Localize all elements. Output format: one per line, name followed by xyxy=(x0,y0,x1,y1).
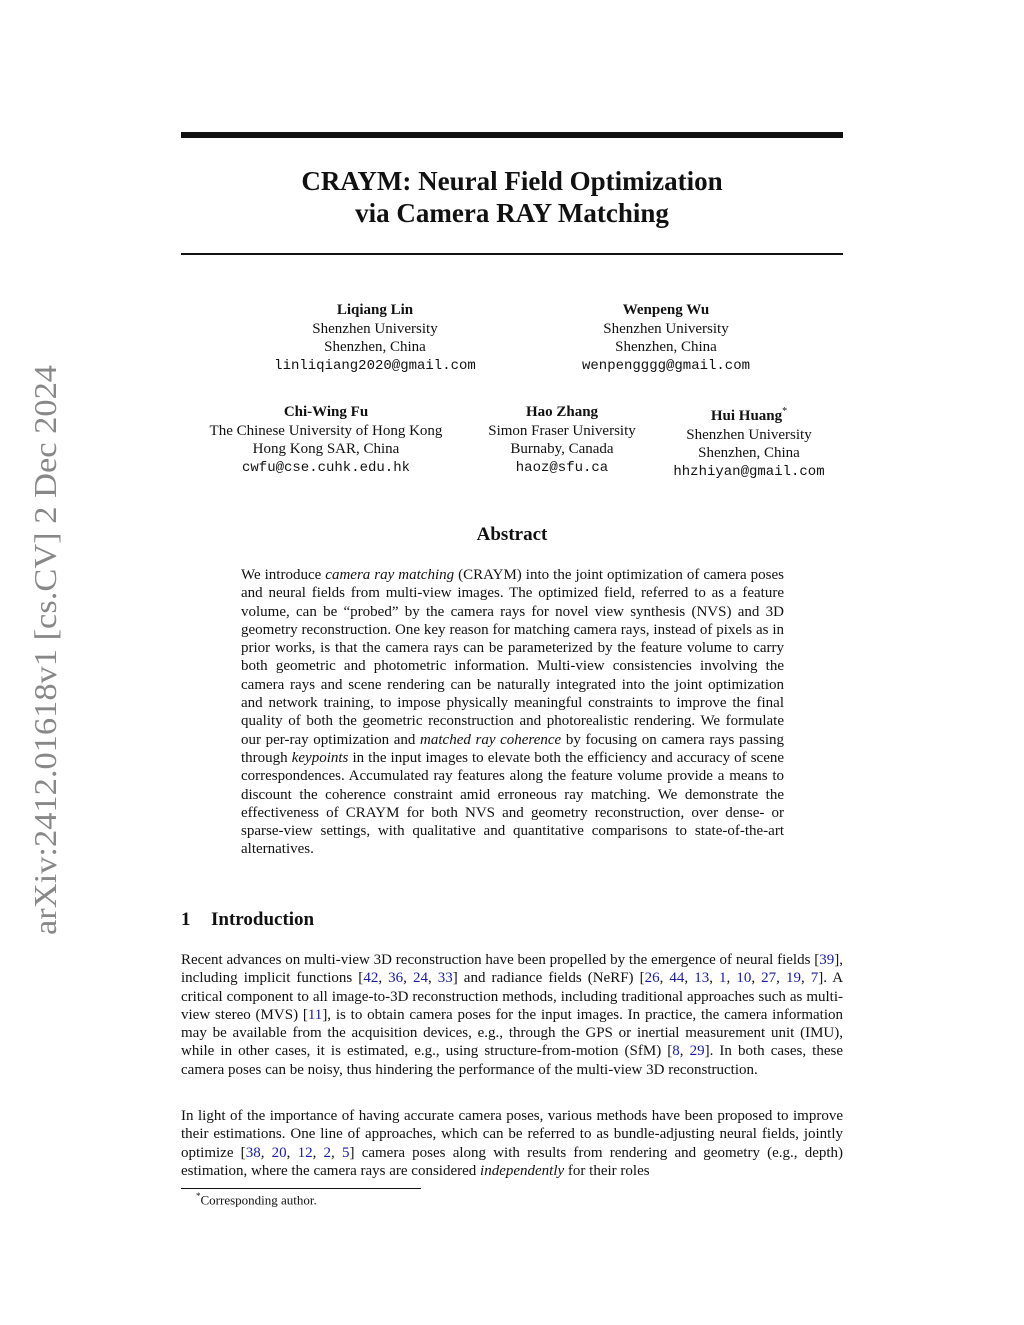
author-name: Wenpeng Wu xyxy=(622,302,710,318)
footnote-marker: * xyxy=(196,1191,201,1201)
author-location: Shenzhen, China xyxy=(324,339,426,355)
author-email[interactable]: linliqiang2020@gmail.com xyxy=(274,357,476,374)
author-block xyxy=(255,301,495,375)
citation-link[interactable]: 20 xyxy=(271,1144,287,1161)
author-block xyxy=(660,403,838,481)
section-number: 1 xyxy=(181,909,191,930)
abstract-text xyxy=(241,566,784,859)
author-location: Hong Kong SAR, China xyxy=(252,441,400,457)
title-top-rule xyxy=(181,132,843,138)
paper-title xyxy=(181,165,843,229)
emphasis: independently xyxy=(480,1162,565,1179)
author-name: Hao Zhang xyxy=(525,404,599,420)
citation-link[interactable]: 1 xyxy=(719,970,727,987)
abstract-heading: Abstract xyxy=(476,524,548,545)
abstract-emphasis-3: keypoints xyxy=(291,749,349,766)
abstract-emphasis-1: camera ray matching xyxy=(325,567,455,583)
citation-link[interactable]: 19 xyxy=(785,970,801,987)
author-name: Liqiang Lin xyxy=(336,302,414,318)
text-run: In light of the importance of having accurate camera poses, various methods have been proposed to improve their estimations. One line of approaches, which can be referred to as bundle-adjusting neural fields, jointly optimize [ xyxy=(181,1108,843,1161)
author-affiliation: Shenzhen University xyxy=(603,320,729,337)
citation-link[interactable]: 5 xyxy=(342,1144,350,1161)
author-location: Shenzhen, China xyxy=(698,445,800,461)
text-run: ] camera poses along with results from rendering and geometry (e.g., depth) estimation, where the camera rays are considered xyxy=(181,1144,844,1179)
author-block xyxy=(472,403,652,477)
section-heading xyxy=(181,909,314,931)
author-name: Chi-Wing Fu xyxy=(283,404,369,420)
citation-link[interactable]: 27 xyxy=(761,970,777,987)
corresponding-marker: * xyxy=(782,406,788,417)
text-run: ]. In both cases, these camera poses can be noisy, thus hindering the performance of the multi-view 3D reconstruction. xyxy=(181,1043,844,1078)
citation-link[interactable]: 26 xyxy=(644,970,660,987)
citation-link[interactable]: 44 xyxy=(669,970,685,987)
author-email[interactable]: cwfu@cse.cuhk.edu.hk xyxy=(241,459,411,476)
citation-link[interactable]: 11 xyxy=(307,1006,323,1023)
citation-link[interactable]: 33 xyxy=(437,970,453,987)
citation-link[interactable]: 8 xyxy=(672,1043,680,1060)
author-block xyxy=(192,403,460,477)
citation-link[interactable]: 10 xyxy=(736,970,752,987)
author-email[interactable]: wenpengggg@gmail.com xyxy=(581,357,751,374)
author-location: Shenzhen, China xyxy=(615,339,717,355)
footnote xyxy=(196,1191,317,1208)
author-location: Burnaby, Canada xyxy=(510,441,614,457)
author-name: Hui Huang xyxy=(710,408,783,424)
citation-link[interactable]: 29 xyxy=(689,1043,705,1060)
intro-paragraph-1: Recent advances on multi-view 3D reconstruction have been propelled by the emergence of neural fields [39], including implicit functions [42, 36, 24, 33] and radiance fields (NeRF) [26, 44, 13, 1, 10, 27, 19, 7]. A critical component to all image-to-3D reconstruction methods, including traditional approaches such as multi-view stereo (MVS) [11], is to obtain camera poses for the input images. In practice, the camera information may be available from the acquisition devices, e.g., through the GPS or inertial measurement unit (IMU), while in other cases, it is estimated, e.g., using structure-from-motion (SfM) [8, 29]. In both cases, these camera poses can be noisy, thus hindering the performance of the multi-view 3D reconstruction. xyxy=(181,952,844,1078)
author-affiliation: Shenzhen University xyxy=(686,426,812,443)
author-affiliation: Shenzhen University xyxy=(312,320,438,337)
text-run: ], including implicit functions [ xyxy=(181,952,843,987)
author-email[interactable]: haoz@sfu.ca xyxy=(515,459,609,476)
title-line-1: CRAYM: Neural Field Optimization xyxy=(301,166,723,196)
text-run: ] and radiance fields (NeRF) [ xyxy=(452,970,645,987)
footnote-text: Corresponding author. xyxy=(200,1192,317,1208)
footnote-rule xyxy=(181,1188,421,1189)
abstract-text-3: by focusing on camera rays passing through xyxy=(241,731,784,766)
citation-link[interactable]: 36 xyxy=(388,970,404,987)
author-email[interactable]: hhzhiyan@gmail.com xyxy=(673,463,825,480)
citation-link[interactable]: 2 xyxy=(323,1144,332,1161)
abstract-text-1: We introduce xyxy=(241,567,326,583)
text-run: ]. A critical component to all image-to-3D reconstruction methods, including traditional approaches such as multi-view stereo (MVS) [ xyxy=(181,970,844,1023)
author-affiliation: Simon Fraser University xyxy=(488,422,636,439)
citation-link[interactable]: 42 xyxy=(363,970,379,987)
arxiv-stamp xyxy=(10,360,70,940)
citation-link[interactable]: 39 xyxy=(819,952,835,968)
author-name-row xyxy=(660,403,838,426)
abstract-text-4: in the input images to elevate both the efficiency and accuracy of scene correspondences. Accumulated ray features along the feature volume provide a means to discount the coherence constraint amid erroneous ray matching. We demonstrate the effectiveness of CRAYM for both NVS and geometry reconstruction, over dense- or sparse-view settings, with qualitative and quantitative comparisons to state-of-the-art alternatives. xyxy=(241,749,785,858)
intro-paragraph-2: In light of the importance of having accurate camera poses, various methods have been proposed to improve their estimations. One line of approaches, which can be referred to as bundle-adjusting neural fields, jointly optimize [38, 20, 12, 2, 5] camera poses along with results from rendering and geometry (e.g., depth) estimation, where the camera rays are considered independently for their roles xyxy=(181,1108,844,1179)
abstract-text-2: (CRAYM) into the joint optimization of camera poses and neural fields from multi-view images. The optimized field, referred to as a feature volume, can be “probed” by the camera rays for novel view synthesis (NVS) and 3D geometry reconstruction. One key reason for matching camera rays, instead of pixels as in prior works, is that the camera rays can be parameterized by the feature volume to carry both geometric and photometric information. Multi-view consistencies involving the camera rays and scene rendering can be naturally integrated into the joint optimization and network training, to impose physically meaningful constraints to improve the final quality of both the geometric reconstruction and photorealistic rendering. We formulate our per-ray optimization and xyxy=(241,567,784,748)
citation-link[interactable]: 13 xyxy=(694,970,710,987)
abstract-emphasis-2: matched ray coherence xyxy=(420,731,562,748)
text-run: Recent advances on multi-view 3D reconstruction have been propelled by the emergence of neural fields [ xyxy=(181,952,820,968)
section-title: Introduction xyxy=(211,909,315,930)
arxiv-id: arXiv:2412.01618v1 [cs.CV] 2 Dec 2024 xyxy=(27,405,63,935)
citation-link[interactable]: 7 xyxy=(810,970,819,987)
text-run: ], is to obtain camera poses for the input images. In practice, the camera information may be available from the acquisition devices, e.g., through the GPS or inertial measurement unit (IMU), while in other cases, it is estimated, e.g., using structure-from-motion (SfM) [ xyxy=(181,1006,843,1060)
author-block xyxy=(556,301,776,375)
author-affiliation: The Chinese University of Hong Kong xyxy=(209,422,443,439)
text-run: for their roles xyxy=(564,1162,650,1179)
title-bottom-rule xyxy=(181,253,843,255)
citation-link[interactable]: 38 xyxy=(245,1144,261,1161)
citation-link[interactable]: 24 xyxy=(412,970,428,987)
title-line-2: via Camera RAY Matching xyxy=(355,198,669,228)
citation-link[interactable]: 12 xyxy=(297,1144,313,1161)
